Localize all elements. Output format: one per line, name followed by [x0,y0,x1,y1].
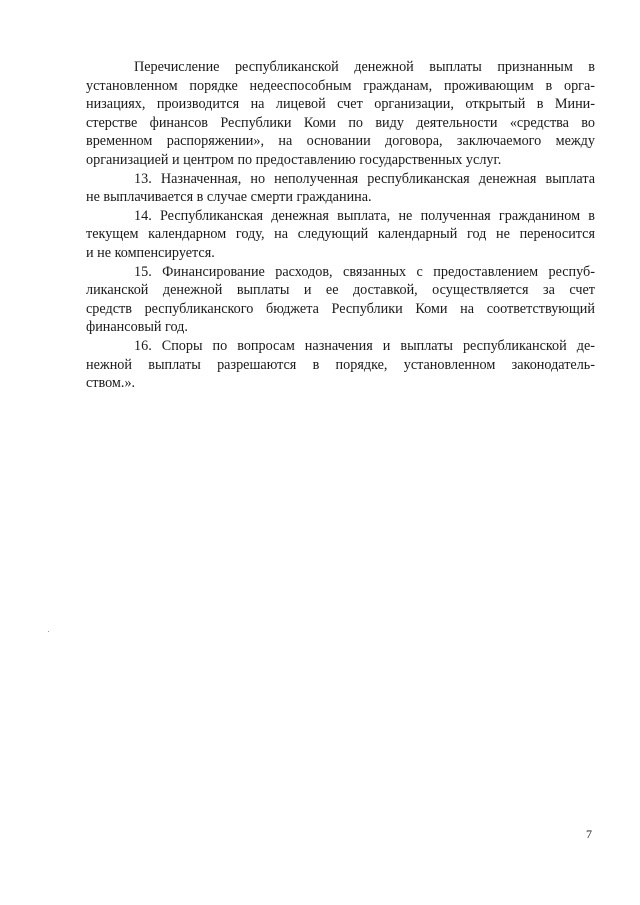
text-line: временном распоряжении», на основании договора, заключаемого между [86,133,595,150]
text-line: финансовый год. [86,319,188,336]
text-line: ством.». [86,375,136,392]
text-line: ликанской денежной выплаты и ее доставкой, осуществляется за счет [86,282,595,299]
text-line: стерстве финансов Республики Коми по виду деятельности «средства во [86,114,595,131]
text-line: 13. Назначенная, но неполученная республиканская денежная выплата [134,170,595,187]
text-line: 15. Финансирование расходов, связанных с предоставлением респуб- [134,263,595,280]
page-number: 7 [586,827,592,841]
text-line: и не компенсируется. [86,244,215,261]
text-line: нежной выплаты разрешаются в порядке, установленном законодатель- [86,356,595,373]
text-line: текущем календарном году, на следующий календарный год не переносится [86,226,595,243]
text-line: установленном порядке недееспособным гражданам, проживающим в орга- [86,77,595,94]
text-line: 16. Споры по вопросам назначения и выплаты республиканской де- [134,337,595,354]
text-line: средств республиканского бюджета Республики Коми на соответствующий [86,300,595,317]
text-line: Перечисление республиканской денежной выплаты признанным в [134,59,595,75]
body-text [86,58,595,393]
text-line: низациях, производится на лицевой счет организации, открытый в Мини- [86,96,595,113]
text-line: организацией и центром по предоставлению государственных услуг. [86,151,502,168]
text-line: не выплачивается в случае смерти гражданина. [86,189,372,206]
text-line: 14. Республиканская денежная выплата, не полученная гражданином в [134,207,595,224]
scan-speck [48,631,49,632]
